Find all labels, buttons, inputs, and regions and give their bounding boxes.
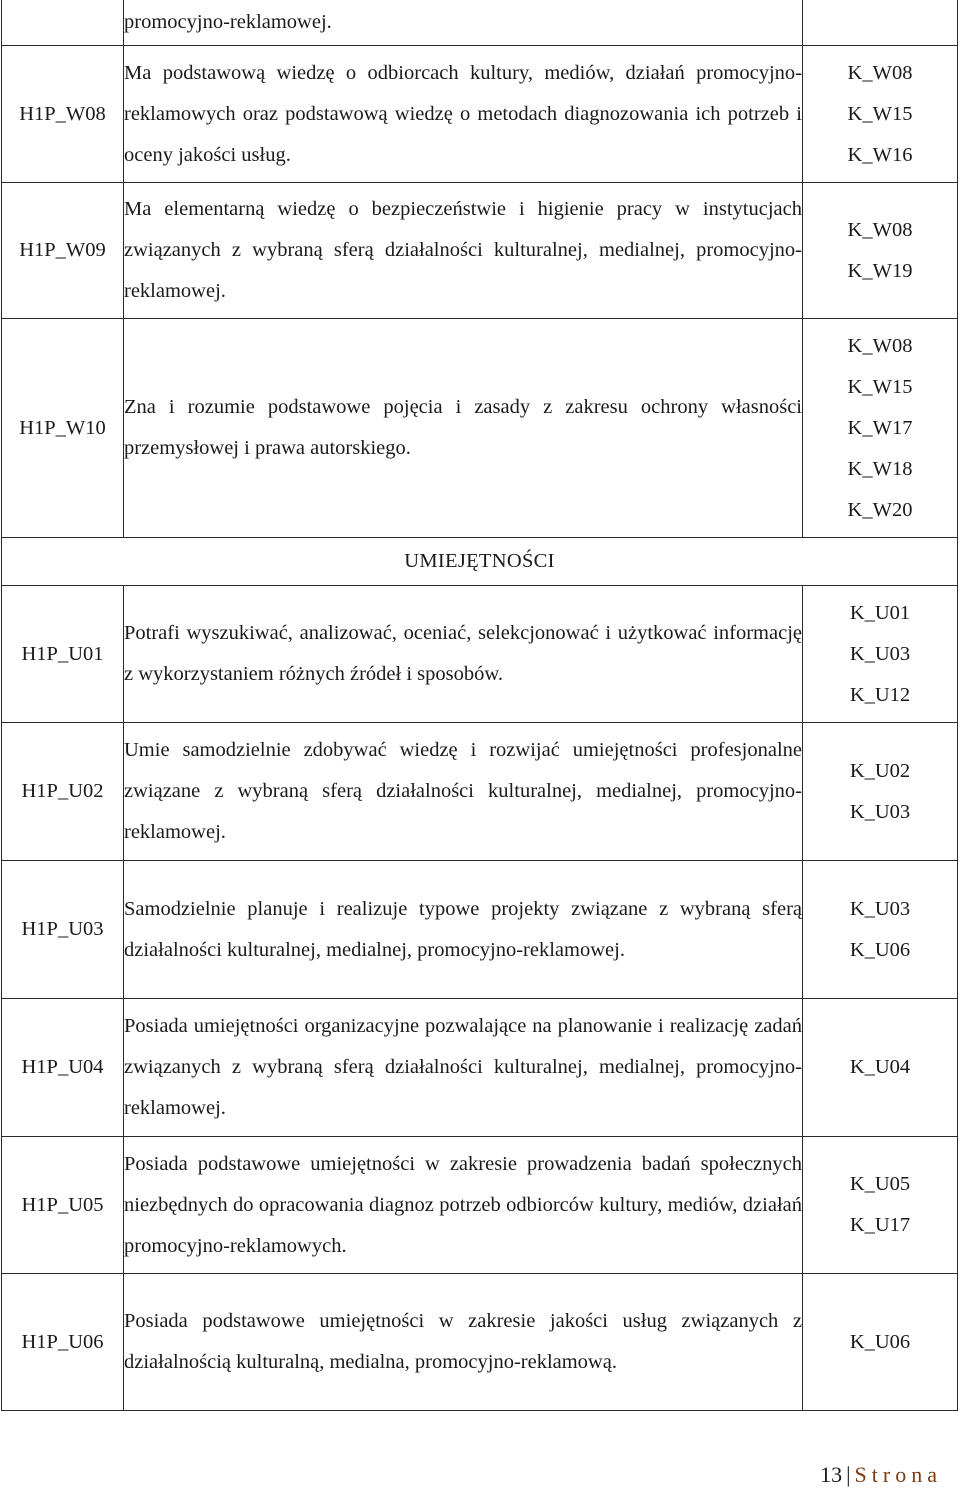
learning-outcomes-table xyxy=(1,0,958,1411)
outcome-description: Ma podstawową wiedzę o odbiorcach kultury, mediów, działań promocyjno-reklamowych oraz podstawową wiedzę o metodach diagnozowania ich potrzeb i oceny jakości usług. xyxy=(124,46,803,183)
reference-code: K_W08 xyxy=(847,61,913,84)
outcome-references xyxy=(803,1274,958,1411)
reference-code: K_U02 xyxy=(849,759,911,782)
reference-code: K_W19 xyxy=(847,259,913,282)
outcome-references xyxy=(803,586,958,723)
reference-code: K_W08 xyxy=(847,218,913,241)
reference-code: K_U03 xyxy=(849,800,911,823)
reference-code: K_U12 xyxy=(849,683,911,706)
outcome-code: H1P_U03 xyxy=(2,861,124,999)
page-footer xyxy=(0,1462,942,1488)
reference-code: K_W17 xyxy=(847,416,913,439)
table-row xyxy=(2,0,958,46)
outcome-references xyxy=(803,861,958,999)
outcome-description: Posiada podstawowe umiejętności w zakresie jakości usług związanych z działalnością kulturalną, medialna, promocyjno-reklamową. xyxy=(124,1274,803,1411)
reference-code: K_U03 xyxy=(849,897,911,920)
outcome-code: H1P_W10 xyxy=(2,319,124,538)
reference-code: K_U01 xyxy=(849,601,911,624)
reference-code: K_W15 xyxy=(847,102,913,125)
reference-code: K_U03 xyxy=(849,642,911,665)
outcome-references xyxy=(803,999,958,1137)
outcome-description: Samodzielnie planuje i realizuje typowe projekty związane z wybraną sferą działalności kulturalnej, medialnej, promocyjno-reklamowej. xyxy=(124,861,803,999)
outcome-description: Zna i rozumie podstawowe pojęcia i zasady z zakresu ochrony własności przemysłowej i prawa autorskiego. xyxy=(124,319,803,538)
reference-code: K_U04 xyxy=(849,1056,911,1078)
outcome-references xyxy=(803,183,958,319)
section-heading-row xyxy=(2,538,958,586)
table-row xyxy=(2,999,958,1137)
outcome-code: H1P_U06 xyxy=(2,1274,124,1411)
outcome-code: H1P_U02 xyxy=(2,723,124,861)
outcome-description: Posiada podstawowe umiejętności w zakresie prowadzenia badań społecznych niezbędnych do opracowania diagnoz potrzeb odbiorców kultury, mediów, działań promocyjno-reklamowych. xyxy=(124,1137,803,1274)
section-heading: UMIEJĘTNOŚCI xyxy=(2,538,958,586)
outcome-code: H1P_U05 xyxy=(2,1137,124,1274)
outcome-references xyxy=(803,1137,958,1274)
reference-code: K_W20 xyxy=(847,498,913,521)
page-number: 13 xyxy=(820,1462,843,1487)
footer-separator: | xyxy=(846,1462,851,1487)
outcome-description: Potrafi wyszukiwać, analizować, oceniać, selekcjonować i użytkować informację z wykorzystaniem różnych źródeł i sposobów. xyxy=(124,586,803,723)
outcome-code: H1P_W09 xyxy=(2,183,124,319)
outcome-code: H1P_W08 xyxy=(2,46,124,183)
table-row xyxy=(2,1137,958,1274)
table-row xyxy=(2,46,958,183)
outcome-code xyxy=(2,0,124,46)
table-row xyxy=(2,183,958,319)
outcome-code: H1P_U01 xyxy=(2,586,124,723)
table-row xyxy=(2,1274,958,1411)
outcome-description: promocyjno-reklamowej. xyxy=(124,0,803,46)
outcome-references xyxy=(803,0,958,46)
outcome-description: Ma elementarną wiedzę o bezpieczeństwie i higienie pracy w instytucjach związanych z wybraną sferą działalności kulturalnej, medialnej, promocyjno-reklamowej. xyxy=(124,183,803,319)
outcome-code: H1P_U04 xyxy=(2,999,124,1137)
reference-code: K_W15 xyxy=(847,375,913,398)
reference-code: K_W08 xyxy=(847,334,913,357)
outcome-description: Posiada umiejętności organizacyjne pozwalające na planowanie i realizację zadań związanych z wybraną sferą działalności kulturalnej, medialnej, promocyjno-reklamowej. xyxy=(124,999,803,1137)
reference-code: K_W18 xyxy=(847,457,913,480)
outcome-description: Umie samodzielnie zdobywać wiedzę i rozwijać umiejętności profesjonalne związane z wybraną sferą działalności kulturalnej, medialnej, promocyjno-reklamowej. xyxy=(124,723,803,861)
outcome-references xyxy=(803,723,958,861)
table-row xyxy=(2,586,958,723)
reference-code: K_U17 xyxy=(849,1214,911,1236)
table-row xyxy=(2,319,958,538)
page-label: Strona xyxy=(854,1462,942,1487)
outcome-references xyxy=(803,46,958,183)
reference-code: K_W16 xyxy=(847,143,913,166)
reference-code: K_U05 xyxy=(849,1173,911,1195)
reference-code: K_U06 xyxy=(849,938,911,961)
reference-code: K_U06 xyxy=(849,1330,911,1353)
table-row xyxy=(2,861,958,999)
table-row xyxy=(2,723,958,861)
outcome-references xyxy=(803,319,958,538)
